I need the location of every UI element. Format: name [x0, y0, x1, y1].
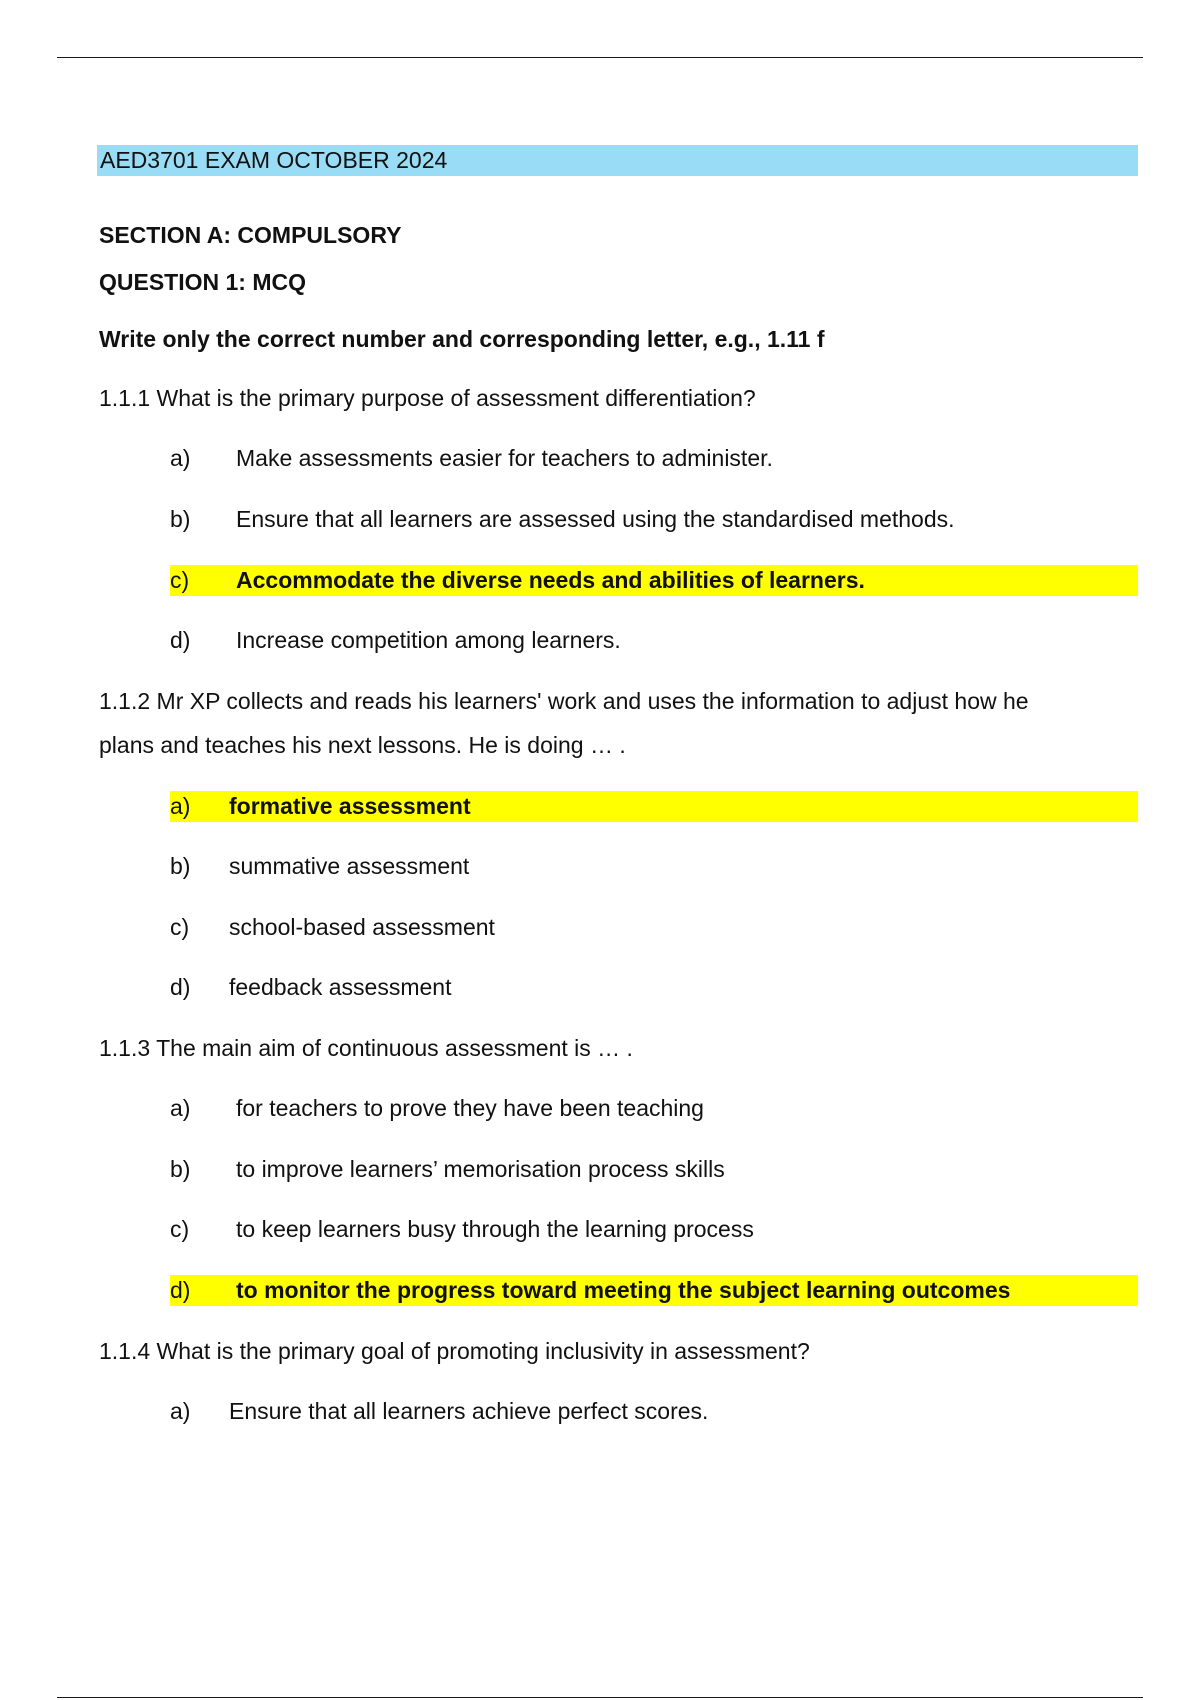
option-1-1-2-a-highlighted [170, 791, 1138, 822]
option-text: Make assessments easier for teachers to administer. [236, 445, 773, 471]
section-heading: SECTION A: COMPULSORY [99, 222, 402, 248]
option-letter: b) [170, 506, 191, 532]
option-1-1-2-d [170, 972, 1138, 1003]
option-1-1-1-d [170, 625, 1138, 656]
top-rule [57, 57, 1143, 58]
option-text: for teachers to prove they have been teaching [236, 1095, 704, 1121]
option-text: feedback assessment [229, 974, 452, 1000]
option-1-1-3-b [170, 1154, 1138, 1185]
option-text: school-based assessment [229, 914, 495, 940]
instruction-text: Write only the correct number and corresponding letter, e.g., 1.11 f [99, 326, 825, 352]
option-text: Accommodate the diverse needs and abilities of learners. [236, 567, 865, 593]
question-1-1-3: 1.1.3 The main aim of continuous assessment is … . [99, 1035, 633, 1061]
option-1-1-4-a [170, 1396, 1138, 1427]
option-1-1-3-c [170, 1214, 1138, 1245]
option-text: summative assessment [229, 853, 470, 879]
option-letter: a) [170, 1095, 191, 1121]
option-text: to monitor the progress toward meeting the subject learning outcomes [236, 1277, 1011, 1303]
option-letter: d) [170, 627, 191, 653]
option-1-1-3-d-highlighted [170, 1275, 1138, 1306]
question-1-1-1: 1.1.1 What is the primary purpose of assessment differentiation? [99, 385, 756, 411]
option-1-1-2-c [170, 912, 1138, 943]
option-1-1-2-b [170, 851, 1138, 882]
bottom-rule [57, 1697, 1143, 1698]
option-text: to keep learners busy through the learning process [236, 1216, 754, 1242]
option-letter: d) [170, 974, 191, 1000]
option-1-1-1-a [170, 443, 1138, 474]
option-letter: a) [170, 445, 191, 471]
option-text: Ensure that all learners are assessed using the standardised methods. [236, 506, 955, 532]
option-1-1-1-b [170, 504, 1138, 535]
option-letter: d) [170, 1277, 191, 1303]
option-letter: a) [170, 1398, 191, 1424]
option-letter: c) [170, 567, 190, 593]
question-1-1-4: 1.1.4 What is the primary goal of promoting inclusivity in assessment? [99, 1338, 810, 1364]
option-text: Ensure that all learners achieve perfect scores. [229, 1398, 709, 1424]
question-1-1-2-continuation: plans and teaches his next lessons. He is doing … . [99, 732, 626, 758]
option-text: Increase competition among learners. [236, 627, 621, 653]
option-text: to improve learners’ memorisation process skills [236, 1156, 725, 1182]
option-1-1-1-c-highlighted [170, 565, 1138, 596]
question-1-1-2: 1.1.2 Mr XP collects and reads his learners' work and uses the information to adjust how he [99, 688, 1029, 714]
option-1-1-3-a [170, 1093, 1138, 1124]
option-letter: b) [170, 1156, 191, 1182]
option-letter: a) [170, 793, 191, 819]
option-letter: c) [170, 914, 190, 940]
exam-title: AED3701 EXAM OCTOBER 2024 [97, 145, 1138, 176]
option-letter: c) [170, 1216, 190, 1242]
question-heading: QUESTION 1: MCQ [99, 269, 307, 295]
option-letter: b) [170, 853, 191, 879]
option-text: formative assessment [229, 793, 471, 819]
